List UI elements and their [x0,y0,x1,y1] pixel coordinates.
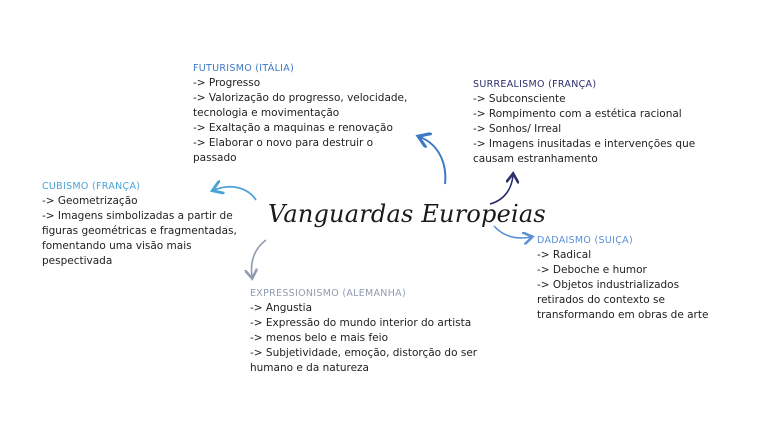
node-items [193,76,418,166]
node-expressionismo [250,287,482,376]
node-item: -> menos belo e mais feio [250,332,388,344]
node-item: -> Expressão do mundo interior do artista [250,317,472,329]
node-futurismo [193,62,418,166]
node-title: SURREALISMO (FRANÇA) [473,79,597,90]
node-items [537,248,717,323]
node-item: -> Imagens simbolizadas a partir de figuras geométricas e fragmentadas, fomentando uma visão mais pespectivada [42,210,237,267]
node-item: -> Rompimento com a estética racional [473,108,682,120]
node-item: -> Subconsciente [473,93,566,105]
node-item: -> Exaltação a maquinas e renovação [193,122,393,134]
node-item: -> Subjetividade, emoção, distorção do ser humano e da natureza [250,347,478,374]
node-item: -> Objetos industrializados retirados do contexto se transformando em obras de arte [537,279,709,321]
node-title: DADAISMO (SUIÇA) [537,235,633,246]
node-items [473,92,698,167]
node-item: -> Deboche e humor [537,264,647,276]
node-item: -> Progresso [193,77,261,89]
node-items [42,194,240,269]
node-cubismo [42,180,240,269]
arrow-to-expressionismo [252,240,266,277]
node-title: CUBISMO (FRANÇA) [42,181,141,192]
node-item: -> Angustia [250,302,313,314]
node-item: -> Sonhos/ Irreal [473,123,562,135]
node-item: -> Geometrização [42,195,138,207]
node-surrealismo [473,78,698,167]
node-items [250,301,482,376]
node-dadaismo [537,234,717,323]
node-item: -> Imagens inusitadas e intervenções que causam estranhamento [473,138,696,165]
arrow-to-futurismo [420,137,445,184]
node-title: EXPRESSIONISMO (ALEMANHA) [250,288,406,299]
node-title: FUTURISMO (ITÁLIA) [193,63,295,74]
node-item: -> Elaborar o novo para destruir o passado [193,137,374,164]
central-topic: Vanguardas Europeias [268,200,546,228]
node-item: -> Valorização do progresso, velocidade, tecnologia e movimentação [193,92,408,119]
node-item: -> Radical [537,249,592,261]
